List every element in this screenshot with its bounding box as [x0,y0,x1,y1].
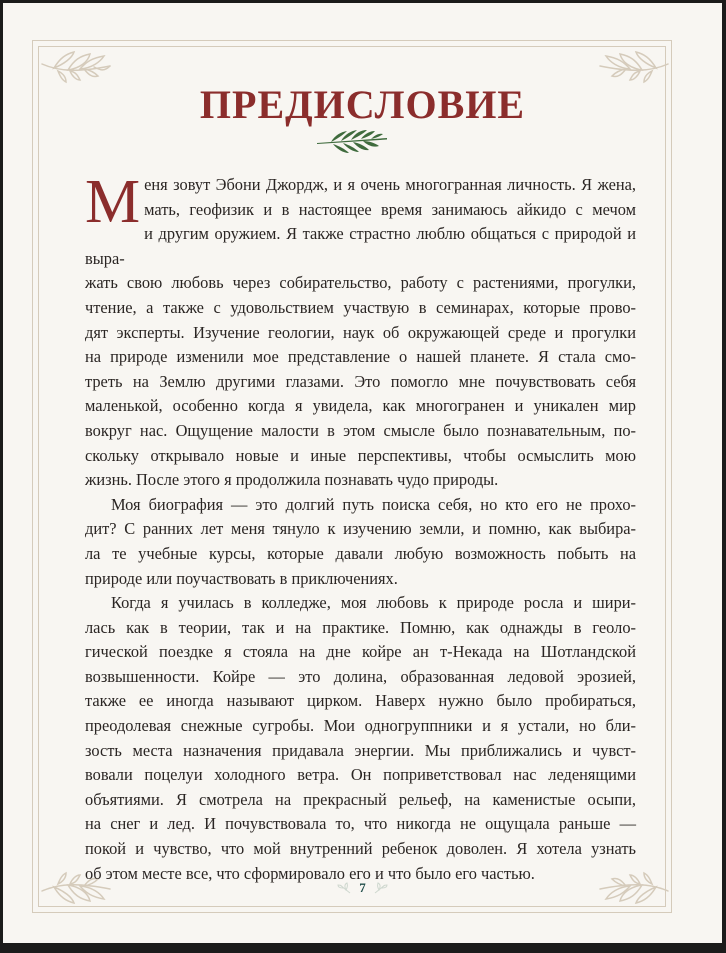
text-line: дит? С ранних лет меня тянуло к изучению земли, и помню, как выбира- [85,519,636,539]
paragraph [85,493,636,591]
text-line: чтение, а также с удовольствием участвую в семинарах, которые прово- [85,297,636,317]
text-line: ла те учебные курсы, которые давали любую возможность побыть на [85,543,636,563]
page-title: ПРЕДИСЛОВИЕ [199,82,526,127]
page-number: 7 [359,880,366,896]
fern-leaf-icon [317,129,389,155]
text-line: треть на Землю другими глазами. Это помогло мне почувствовать себя [85,371,636,391]
text-line: об этом месте все, что сформировало его и что было его частью. [85,863,535,883]
preface-text [85,168,636,886]
text-line: зость места назначения придавала энергии. Мы приближались и чувст- [85,740,636,760]
sprig-icon [374,882,388,894]
text-line: Моя биография — это долгий путь поиска себя, но кто его не прохо- [111,494,636,514]
laurel-branch-icon [40,50,112,84]
text-line: еня зовут Эбони Джордж, и я очень многогранная личность. Я жена, [144,175,636,194]
text-line: Когда я училась в колледже, моя любовь к природе росла и шири- [111,593,636,613]
text-line: дят эксперты. Изучение геологии, наук об окружающей среде и прогулки [85,322,636,342]
paragraph [85,168,636,493]
text-line: маленькой, особенно когда я увидела, как многогранен и уникален мир [85,396,636,416]
paragraph [85,591,636,886]
laurel-branch-icon [598,50,670,84]
page-number-footer [3,879,722,899]
book-page [3,3,722,943]
text-line: и другим оружием. Я также страстно люблю общаться с природой и выра- [85,224,636,268]
text-line: объятиями. Я смотрела на прекрасный рельеф, на каменистые осыпи, [85,789,636,809]
text-line: природе или поучаствовать в приключениях. [85,568,398,588]
text-line: на снег и лед. И почувствовала то, что никогда не ощущала раньше — [85,814,636,834]
text-line: лась как в теории, так и на практике. Помню, как однажды в геоло- [85,617,636,637]
text-line: также ее иногда называют цирком. Наверх нужно было пробираться, [85,691,636,711]
drop-cap: М [85,168,141,236]
sprig-icon [337,882,351,894]
text-line: на природе изменили мое представление о нашей планете. Я стала смо- [85,347,636,367]
text-line: жать свою любовь через собирательство, работу с растениями, прогулки, [85,273,636,293]
text-line: вокруг нас. Ощущение малости в этом смысле было познавательным, по- [85,420,636,440]
text-line: вовали поцелуи холодного ветра. Он поприветствовал нас леденящими [85,765,636,785]
text-line: жизнь. После этого я продолжила познавать чудо природы. [85,470,499,490]
text-line: скольку открывало новые и иные перспективы, чтобы осмыслить мою [85,445,636,465]
text-line: преодолевая снежные сугробы. Мои одногруппники и я устали, но бли- [85,716,636,736]
text-line: мать, геофизик и в настоящее время занимаюсь айкидо с мечом [144,199,636,219]
text-line: покой и чувство, что мой внутренний ребенок доволен. Я хотела узнать [85,839,636,859]
text-line: гической поездке я стояла на дне койре ан т-Некада на Шотландской [85,642,636,662]
text-line: возвышенности. Койре — это долина, образованная ледовой эрозией, [85,666,636,686]
